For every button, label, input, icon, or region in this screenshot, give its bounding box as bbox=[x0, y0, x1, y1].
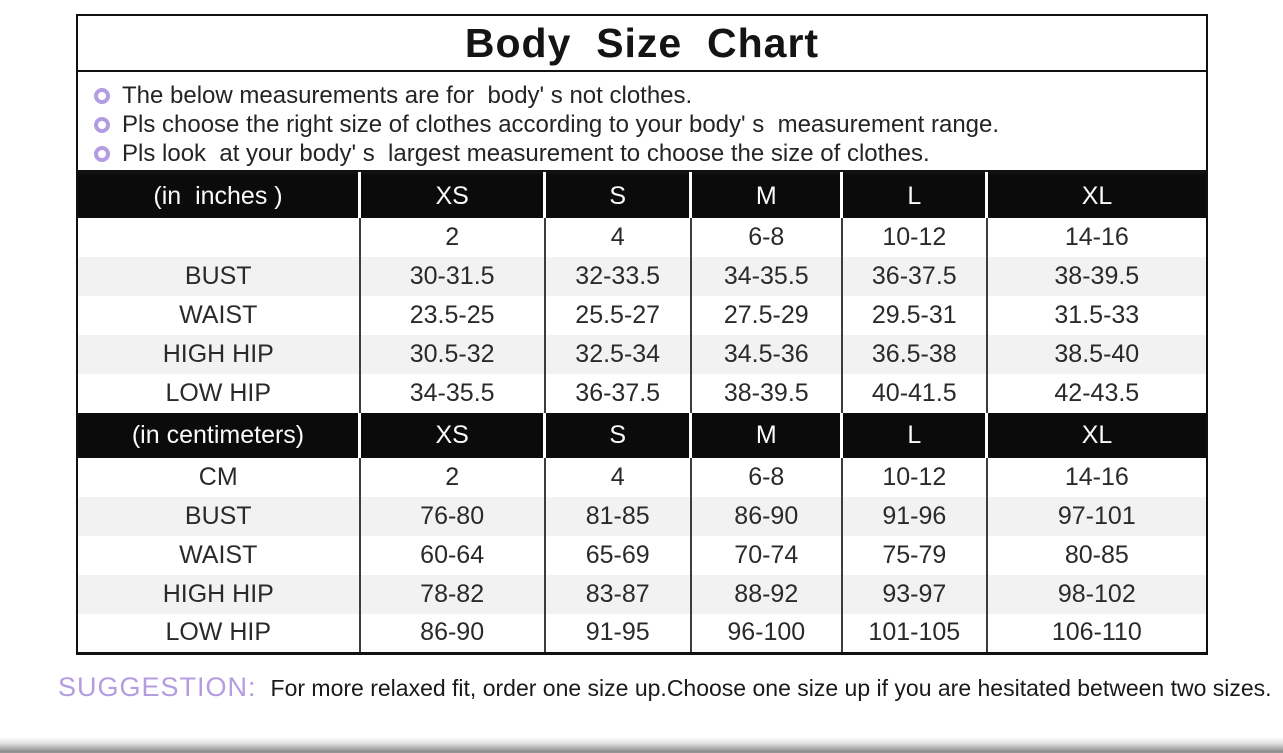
size-value-cell: 29.5-31 bbox=[842, 296, 987, 335]
size-value-cell: 36-37.5 bbox=[545, 374, 691, 413]
size-value-cell: 6-8 bbox=[691, 458, 842, 497]
note-item bbox=[94, 110, 1196, 139]
note-item bbox=[94, 139, 1196, 168]
page-title: Body Size Chart bbox=[78, 16, 1206, 72]
size-value-cell: 10-12 bbox=[842, 458, 987, 497]
size-value-cell: 98-102 bbox=[987, 575, 1207, 614]
size-value-cell: 36.5-38 bbox=[842, 335, 987, 374]
section-unit-header-cell: (in centimeters) bbox=[77, 413, 360, 458]
size-value-cell: 78-82 bbox=[360, 575, 545, 614]
size-row bbox=[77, 614, 1207, 653]
size-value-cell: 23.5-25 bbox=[360, 296, 545, 335]
row-label-cell: BUST bbox=[77, 257, 360, 296]
size-value-cell: 97-101 bbox=[987, 497, 1207, 536]
size-value-cell: 40-41.5 bbox=[842, 374, 987, 413]
size-chart-header-box bbox=[76, 14, 1208, 172]
size-value-cell: 81-85 bbox=[545, 497, 691, 536]
size-value-cell: 36-37.5 bbox=[842, 257, 987, 296]
size-value-cell: 80-85 bbox=[987, 536, 1207, 575]
column-header-cell: XS bbox=[360, 173, 545, 218]
size-value-cell: 106-110 bbox=[987, 614, 1207, 653]
note-text: Pls look at your body' s largest measurement to choose the size of clothes. bbox=[122, 139, 930, 167]
size-value-cell: 101-105 bbox=[842, 614, 987, 653]
size-value-cell: 86-90 bbox=[691, 497, 842, 536]
size-value-cell: 2 bbox=[360, 218, 545, 257]
note-text: Pls choose the right size of clothes according to your body' s measurement range. bbox=[122, 110, 1000, 138]
column-header-cell: S bbox=[545, 173, 691, 218]
size-value-cell: 75-79 bbox=[842, 536, 987, 575]
size-table-body bbox=[77, 173, 1207, 653]
size-row bbox=[77, 335, 1207, 374]
bullet-ring-icon bbox=[94, 117, 110, 133]
size-value-cell: 65-69 bbox=[545, 536, 691, 575]
suggestion-text: For more relaxed fit, order one size up.Choose one size up if you are hesitated between two sizes. bbox=[270, 675, 1272, 701]
size-value-cell: 91-96 bbox=[842, 497, 987, 536]
row-label-cell: WAIST bbox=[179, 541, 258, 569]
size-value-cell: 38-39.5 bbox=[987, 257, 1207, 296]
size-value-cell: 76-80 bbox=[360, 497, 545, 536]
size-value-cell: 31.5-33 bbox=[987, 296, 1207, 335]
row-label-cell bbox=[77, 218, 360, 257]
section-header-row bbox=[77, 173, 1207, 218]
size-value-cell: 32-33.5 bbox=[545, 257, 691, 296]
column-header-cell: XS bbox=[360, 413, 545, 458]
section-header-row bbox=[77, 413, 1207, 458]
size-value-cell: 10-12 bbox=[842, 218, 987, 257]
bullet-ring-icon bbox=[94, 88, 110, 104]
row-label-cell: WAIST bbox=[179, 301, 258, 329]
size-value-cell: 27.5-29 bbox=[691, 296, 842, 335]
size-value-cell: 91-95 bbox=[545, 614, 691, 653]
size-value-cell: 60-64 bbox=[360, 536, 545, 575]
size-value-cell: 88-92 bbox=[691, 575, 842, 614]
row-label-cell: BUST bbox=[77, 497, 360, 536]
size-row bbox=[77, 218, 1207, 257]
size-value-cell: 38.5-40 bbox=[987, 335, 1207, 374]
size-value-cell: 96-100 bbox=[691, 614, 842, 653]
size-value-cell: 6-8 bbox=[691, 218, 842, 257]
note-text: The below measurements are for body' s not clothes. bbox=[122, 81, 693, 109]
size-value-cell: 70-74 bbox=[691, 536, 842, 575]
bottom-divider-bar bbox=[0, 738, 1283, 753]
size-row bbox=[77, 374, 1207, 413]
suggestion bbox=[58, 672, 1272, 703]
section-unit-header-cell: (in inches ) bbox=[77, 173, 360, 218]
row-label-cell: HIGH HIP bbox=[77, 575, 360, 614]
size-value-cell: 30-31.5 bbox=[360, 257, 545, 296]
size-value-cell: 14-16 bbox=[987, 218, 1207, 257]
size-value-cell: 34.5-36 bbox=[691, 335, 842, 374]
size-row bbox=[77, 536, 1207, 575]
bullet-ring-icon bbox=[94, 146, 110, 162]
size-row bbox=[77, 458, 1207, 497]
size-value-cell: 30.5-32 bbox=[360, 335, 545, 374]
size-value-cell: 83-87 bbox=[545, 575, 691, 614]
size-value-cell: 2 bbox=[360, 458, 545, 497]
size-value-cell: 32.5-34 bbox=[545, 335, 691, 374]
size-row bbox=[77, 497, 1207, 536]
suggestion-label: SUGGESTION: bbox=[58, 672, 257, 702]
column-header-cell: L bbox=[842, 173, 987, 218]
size-table bbox=[76, 172, 1208, 655]
row-label-cell: LOW HIP bbox=[165, 618, 272, 647]
size-value-cell: 86-90 bbox=[360, 614, 545, 653]
column-header-cell: S bbox=[545, 413, 691, 458]
row-label-cell: CM bbox=[198, 463, 238, 491]
column-header-cell: M bbox=[691, 173, 842, 218]
size-value-cell: 4 bbox=[545, 458, 691, 497]
row-label-cell: HIGH HIP bbox=[77, 335, 360, 374]
column-header-cell: XL bbox=[987, 173, 1207, 218]
size-value-cell: 34-35.5 bbox=[360, 374, 545, 413]
size-row bbox=[77, 257, 1207, 296]
size-value-cell: 38-39.5 bbox=[691, 374, 842, 413]
column-header-cell: XL bbox=[987, 413, 1207, 458]
notes-list bbox=[78, 72, 1206, 176]
column-header-cell: M bbox=[691, 413, 842, 458]
size-value-cell: 93-97 bbox=[842, 575, 987, 614]
row-label-cell: LOW HIP bbox=[165, 379, 272, 407]
size-value-cell: 25.5-27 bbox=[545, 296, 691, 335]
size-value-cell: 4 bbox=[545, 218, 691, 257]
size-row bbox=[77, 296, 1207, 335]
size-value-cell: 34-35.5 bbox=[691, 257, 842, 296]
size-value-cell: 42-43.5 bbox=[987, 374, 1207, 413]
note-item bbox=[94, 81, 1196, 110]
column-header-cell: L bbox=[842, 413, 987, 458]
size-row bbox=[77, 575, 1207, 614]
size-value-cell: 14-16 bbox=[987, 458, 1207, 497]
